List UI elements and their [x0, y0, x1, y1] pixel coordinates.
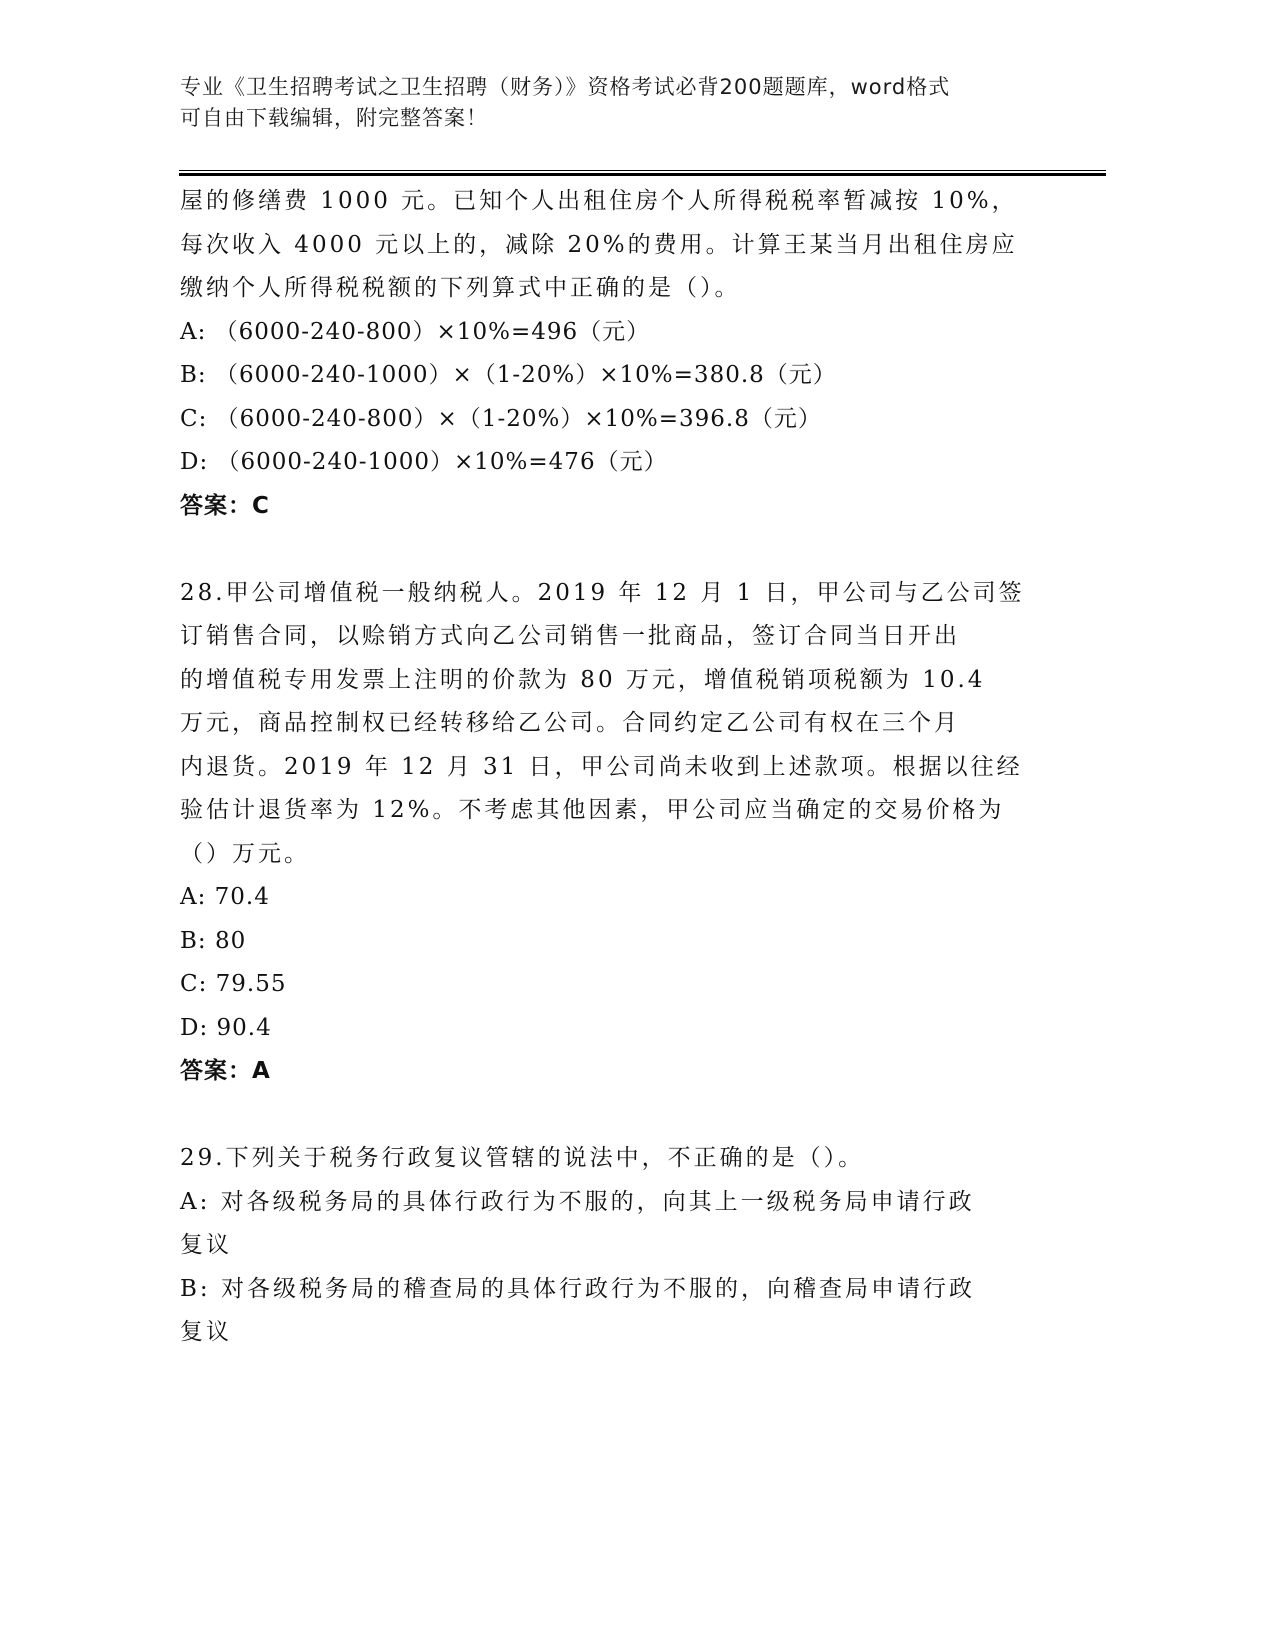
option-b: B: 对各级税务局的稽查局的具体行政行为不服的，向稽查局申请行政: [180, 1275, 975, 1302]
spacer: [180, 1094, 1050, 1138]
question-stem-line: 29.下列关于税务行政复议管辖的说法中，不正确的是（）。: [180, 1145, 865, 1171]
answer-label: 答案：C: [180, 492, 270, 519]
option-c: C: 79.55: [180, 971, 287, 997]
question-stem-line: 的增值税专用发票上注明的价款为 80 万元，增值税销项税额为 10.4: [180, 666, 986, 693]
document-header: [180, 72, 1060, 134]
option-a: A: 70.4: [180, 884, 270, 910]
option-c: C: （6000-240-800）×（1-20%）×10%=396.8（元）: [180, 405, 822, 432]
question-stem-line: 万元，商品控制权已经转移给乙公司。合同约定乙公司有权在三个月: [180, 710, 960, 736]
option-d: D: 90.4: [180, 1014, 272, 1041]
option-d: D: （6000-240-1000）×10%=476（元）: [180, 449, 668, 475]
header-rule-thick: [179, 173, 1106, 176]
option-a: A: （6000-240-800）×10%=496（元）: [180, 318, 651, 345]
answer-label: 答案：A: [180, 1058, 271, 1084]
header-title-line-2: 可自由下载编辑，附完整答案！: [180, 106, 488, 130]
option-b: B: （6000-240-1000）×（1-20%）×10%=380.8（元）: [180, 362, 837, 388]
header-double-rule: [179, 170, 1106, 176]
spacer: [180, 528, 1050, 572]
question-stem-line: 订销售合同，以赊销方式向乙公司销售一批商品，签订合同当日开出: [180, 623, 960, 649]
option-a: A: 对各级税务局的具体行政行为不服的，向其上一级税务局申请行政: [180, 1188, 975, 1215]
question-stem-line: 28.甲公司增值税一般纳税人。2019 年 12 月 1 日，甲公司与乙公司签: [180, 579, 1025, 606]
question-27-continued: [180, 180, 1050, 528]
document-body: [180, 180, 1050, 1355]
question-stem-line: 每次收入 4000 元以上的，减除 20%的费用。计算王某当月出租住房应: [180, 231, 1018, 258]
option-b: B: 80: [180, 927, 247, 954]
question-29: [180, 1137, 1050, 1355]
question-stem-line: 缴纳个人所得税税额的下列算式中正确的是（）。: [180, 275, 741, 301]
question-28: [180, 572, 1050, 1094]
question-stem-line: 屋的修缮费 1000 元。已知个人出租住房个人所得税税率暂减按 10%，: [180, 188, 1018, 214]
question-stem-line: 验估计退货率为 12%。不考虑其他因素，甲公司应当确定的交易价格为: [180, 797, 1005, 823]
question-stem-line: （）万元。: [180, 840, 310, 867]
header-title-line-1: 专业《卫生招聘考试之卫生招聘（财务）》资格考试必背200题题库，word格式: [180, 75, 951, 99]
option-b-continued: 复议: [180, 1319, 232, 1345]
header-rule-thin: [179, 170, 1106, 171]
question-stem-line: 内退货。2019 年 12 月 31 日，甲公司尚未收到上述款项。根据以往经: [180, 753, 1023, 780]
option-a-continued: 复议: [180, 1232, 232, 1258]
